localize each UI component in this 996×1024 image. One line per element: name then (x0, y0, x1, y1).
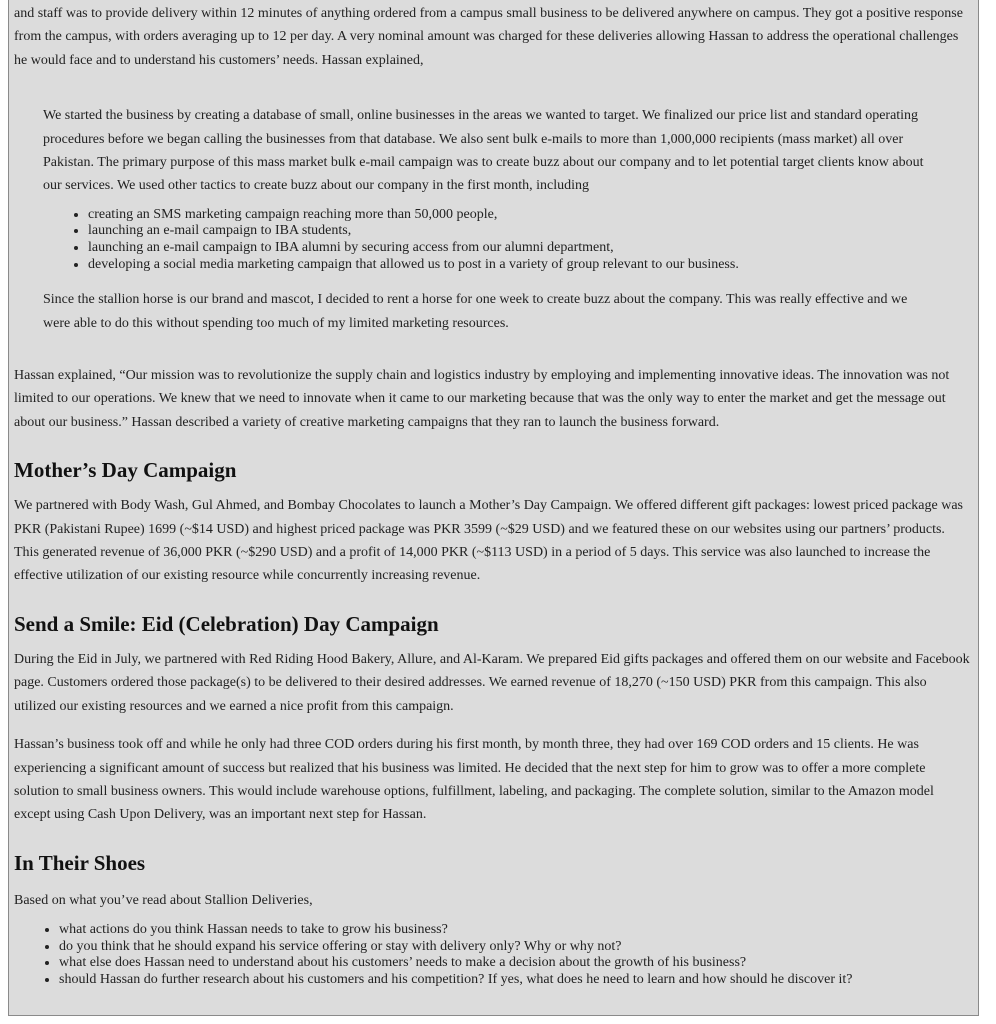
list-item: • what else does Hassan need to understand about his customers’ needs to make a decision about the growth of his business? (59, 955, 972, 972)
block-quote (43, 104, 933, 335)
mothers-day-heading: Mother’s Day Campaign (14, 458, 237, 483)
intro-paragraph: and staff was to provide delivery within 12 minutes of anything ordered from a campus small business to be delivered anywhere on campus. They got a positive response from the campus, with orders averaging up to 12 per day. A very nominal amount was charged for these deliveries allowing Hassan to address the operational challenges he would face and to understand his customers’ needs. Hassan explained, (14, 6, 963, 68)
document-page (8, 0, 979, 1016)
growth-paragraph: Hassan’s business took off and while he only had three COD orders during his first month, by month three, they had over 169 COD orders and 15 clients. He was experiencing a significant amount of success but realized that his business was limited. He decided that the next step for him to grow was to offer a more complete solution to small business owners. This would include warehouse options, fulfillment, labeling, and packaging. The complete solution, similar to the Amazon model except using Cash Upon Delivery, was an important next step for Hassan. (14, 737, 934, 823)
quote-closing-paragraph: Since the stallion horse is our brand and mascot, I decided to rent a horse for one week to create buzz about the company. This was really effective and we were able to do this without spending too much of my limited marketing resources. (43, 292, 908, 331)
in-their-shoes-intro: Based on what you’ve read about Stallion Deliveries, (14, 892, 313, 908)
questions-list (14, 922, 972, 988)
list-item: • do you think that he should expand his service offering or stay with delivery only? Why or why not? (59, 939, 972, 956)
mothers-day-paragraph: We partnered with Body Wash, Gul Ahmed, and Bombay Chocolates to launch a Mother’s Day Campaign. We offered different gift packages: lowest priced package was PKR (Pakistani Rupee) 1699 (~$14 USD) and highest priced package was PKR 3599 (~$29 USD) and we featured these on our websites using our partners’ products. This generated revenue of 36,000 PKR (~$290 USD) and a profit of 14,000 PKR (~$113 USD) in a period of 5 days. This service was also launched to increase the effective utilization of our existing resource while concurrently increasing revenue. (14, 498, 964, 584)
list-item: • launching an e-mail campaign to IBA alumni by securing access from our alumni department, (88, 240, 933, 257)
list-item: • developing a social media marketing campaign that allowed us to post in a variety of group relevant to our business. (88, 257, 933, 274)
in-their-shoes-heading: In Their Shoes (14, 850, 146, 875)
eid-campaign-heading: Send a Smile: Eid (Celebration) Day Campaign (14, 611, 439, 636)
list-item: • should Hassan do further research about his customers and his competition? If yes, what does he need to learn and how should he discover it? (59, 972, 972, 989)
list-item: • creating an SMS marketing campaign reaching more than 50,000 people, (88, 207, 933, 224)
tactics-list (43, 207, 933, 273)
list-item: • launching an e-mail campaign to IBA students, (88, 223, 933, 240)
quote-paragraph: We started the business by creating a database of small, online businesses in the areas we wanted to target. We finalized our price list and standard operating procedures before we began calling the businesses from that database. We also sent bulk e-mails to more than 1,000,000 recipients (mass market) all over Pakistan. The primary purpose of this mass market bulk e-mail campaign was to create buzz about our company and to let potential target clients know about our services. We used other tactics to create buzz about our company in the first month, including (43, 108, 924, 194)
list-item: • what actions do you think Hassan needs to take to grow his business? (59, 922, 972, 939)
eid-campaign-paragraph: During the Eid in July, we partnered with Red Riding Hood Bakery, Allure, and Al-Karam. We prepared Eid gifts packages and offered them on our website and Facebook page. Customers ordered those package(s) to be delivered to their desired addresses. We earned revenue of 18,270 (~150 USD) PKR from this campaign. This also utilized our existing resources and we earned a nice profit from this campaign. (14, 651, 970, 714)
mission-paragraph: Hassan explained, “Our mission was to revolutionize the supply chain and logistics industry by employing and implementing innovative ideas. The innovation was not limited to our operations. We knew that we need to innovate when it came to our marketing because that was the only way to enter the market and get the message out about our business.” Hassan described a variety of creative marketing campaigns that they ran to launch the business forward. (14, 368, 950, 430)
